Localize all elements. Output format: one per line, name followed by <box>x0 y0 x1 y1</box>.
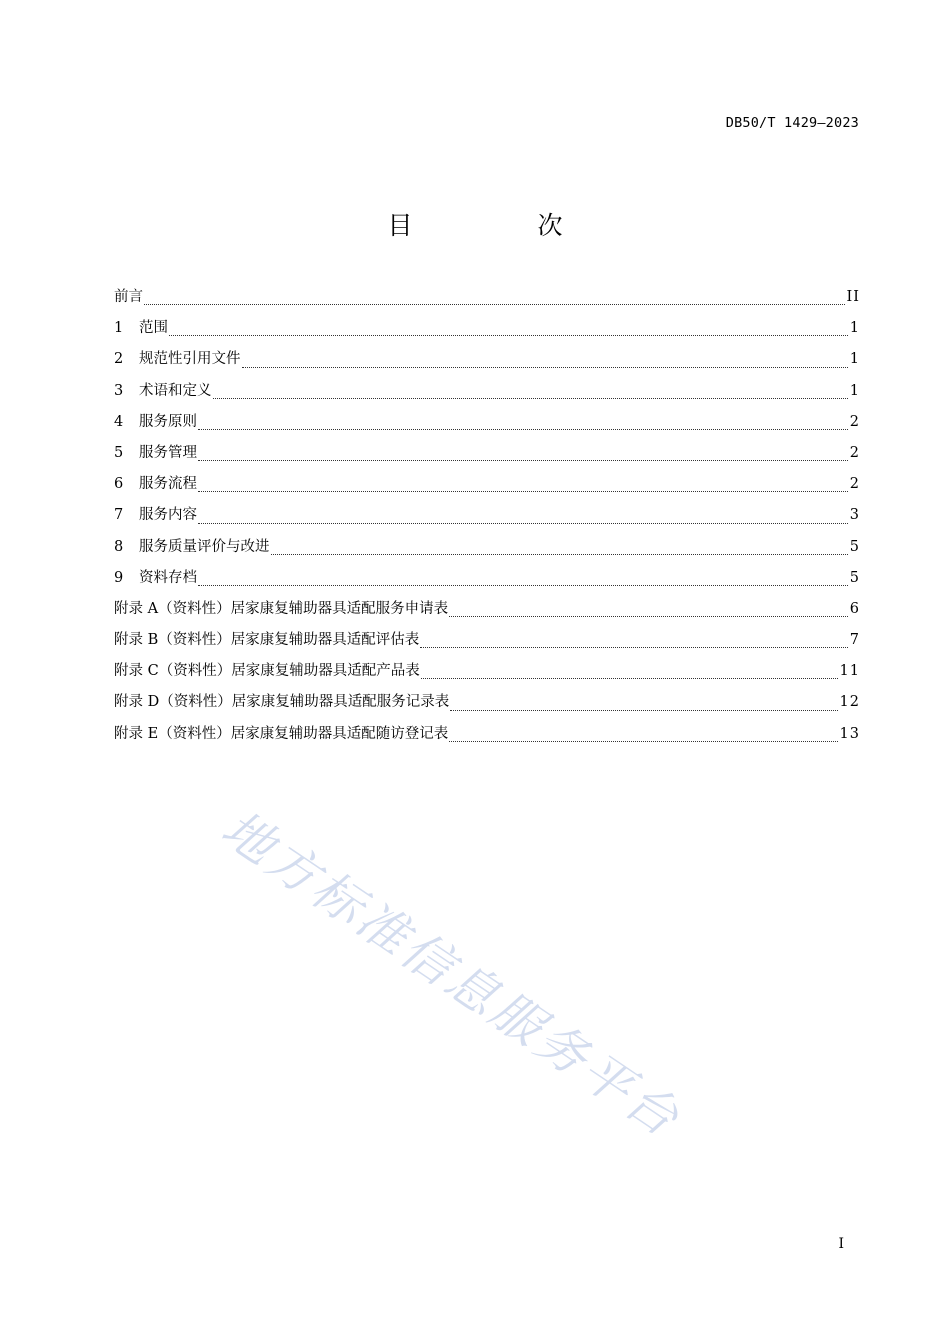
toc-annex-designation: 附录 E（资料性） <box>114 725 231 742</box>
toc-annex-designation: 附录 D（资料性） <box>114 694 232 711</box>
toc-entry-terms-definitions[interactable] <box>114 378 860 409</box>
toc-entry-annex-d[interactable] <box>114 689 860 720</box>
toc-entry-page: 13 <box>839 725 860 742</box>
toc-entry-service-management[interactable] <box>114 440 860 471</box>
toc-annex-title: 居家康复辅助器具适配服务申请表 <box>230 600 449 617</box>
toc-annex-designation: 附录 B（资料性） <box>114 632 231 649</box>
toc-dot-leader <box>198 491 848 492</box>
toc-entry-normative-references[interactable] <box>114 346 860 377</box>
toc-entry-label: 范围 <box>139 320 168 337</box>
toc-dot-leader <box>169 335 848 336</box>
toc-entry-label: 服务质量评价与改进 <box>139 538 270 555</box>
toc-entry-scope[interactable] <box>114 315 860 346</box>
toc-entry-page: 5 <box>849 538 860 555</box>
toc-entry-page: 1 <box>849 382 860 399</box>
toc-entry-service-process[interactable] <box>114 471 860 502</box>
toc-dot-leader <box>198 523 848 524</box>
toc-entry-label: 服务内容 <box>139 507 197 524</box>
page-number: I <box>838 1236 844 1252</box>
toc-entry-annex-b[interactable] <box>114 627 860 658</box>
table-of-contents <box>114 284 860 752</box>
toc-entry-page: 2 <box>849 413 860 430</box>
toc-entry-number: 4 <box>114 413 124 430</box>
toc-entry-page: 6 <box>849 600 860 617</box>
toc-dot-leader <box>271 554 848 555</box>
toc-dot-leader <box>198 429 848 430</box>
toc-entry-annex-a[interactable] <box>114 596 860 627</box>
toc-entry-label: 术语和定义 <box>139 382 212 399</box>
toc-annex-designation: 附录 C（资料性） <box>114 663 232 680</box>
toc-entry-label: 前言 <box>114 289 143 305</box>
toc-entry-number: 8 <box>114 538 124 555</box>
toc-entry-page: 1 <box>849 320 860 337</box>
toc-entry-page: 12 <box>839 694 860 711</box>
toc-entry-archiving[interactable] <box>114 565 860 596</box>
toc-entry-page: 11 <box>839 663 860 680</box>
watermark: 地方标准信息服务平台 <box>211 799 692 1150</box>
toc-entry-number: 1 <box>114 320 124 337</box>
toc-dot-leader <box>144 304 845 305</box>
toc-entry-label: 服务原则 <box>139 413 197 430</box>
toc-dot-leader <box>198 585 848 586</box>
toc-entry-quality-evaluation[interactable] <box>114 534 860 565</box>
toc-dot-leader <box>198 460 848 461</box>
toc-entry-page: 2 <box>849 476 860 493</box>
toc-annex-title: 居家康复辅助器具适配评估表 <box>230 632 420 649</box>
toc-annex-designation: 附录 A（资料性） <box>114 600 231 617</box>
toc-entry-label: 服务流程 <box>139 476 197 493</box>
toc-entry-annex-c[interactable] <box>114 658 860 689</box>
toc-dot-leader <box>450 710 837 711</box>
toc-dot-leader <box>213 398 848 399</box>
toc-entry-label: 资料存档 <box>139 569 197 586</box>
toc-dot-leader <box>421 678 838 679</box>
toc-entry-number: 9 <box>114 569 124 586</box>
document-code: DB50/T 1429—2023 <box>725 115 859 131</box>
toc-entry-page: 2 <box>849 444 860 461</box>
toc-entry-annex-e[interactable] <box>114 721 860 752</box>
toc-dot-leader <box>449 616 848 617</box>
toc-entry-number: 7 <box>114 507 124 524</box>
toc-entry-page: 7 <box>849 632 860 649</box>
toc-entry-number: 2 <box>114 351 124 368</box>
toc-entry-label: 服务管理 <box>139 444 197 461</box>
toc-entry-page: 5 <box>849 569 860 586</box>
toc-annex-title: 居家康复辅助器具适配随访登记表 <box>230 725 449 742</box>
toc-dot-leader <box>242 367 848 368</box>
toc-entry-service-principles[interactable] <box>114 409 860 440</box>
toc-entry-page: 1 <box>849 351 860 368</box>
toc-entry-number: 3 <box>114 382 124 399</box>
toc-annex-title: 居家康复辅助器具适配产品表 <box>231 663 420 680</box>
toc-dot-leader <box>420 647 848 648</box>
toc-entry-foreword[interactable] <box>114 284 860 315</box>
toc-annex-title: 居家康复辅助器具适配服务记录表 <box>231 694 450 711</box>
toc-entry-number: 6 <box>114 476 124 493</box>
toc-entry-number: 5 <box>114 444 124 461</box>
toc-entry-label: 规范性引用文件 <box>139 351 241 368</box>
toc-dot-leader <box>449 741 837 742</box>
toc-entry-page: 3 <box>849 507 860 524</box>
toc-title: 目 次 <box>387 211 613 240</box>
toc-entry-service-content[interactable] <box>114 502 860 533</box>
toc-entry-page: II <box>846 289 860 305</box>
